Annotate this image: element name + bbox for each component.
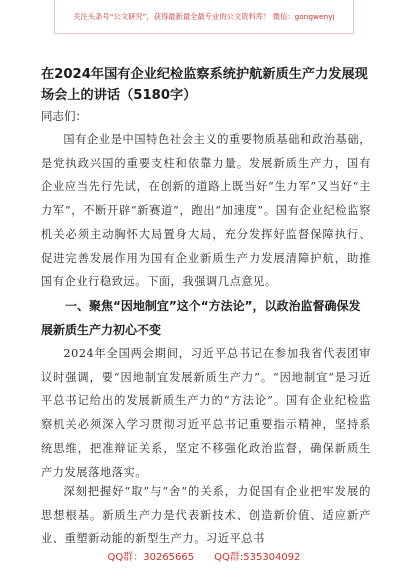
footer-contact — [0, 548, 408, 563]
footer-qq-group-1: QQ群：30265665 — [107, 552, 195, 563]
section-heading-1: 一、聚焦“因地制宜”这个“方法论”，以政治监督确保发展新质生产力初心不变 — [41, 299, 361, 337]
document-title: 在2024年国有企业纪检监察系统护航新质生产力发展现场会上的讲话（5180字） — [41, 67, 368, 103]
header-banner — [54, 0, 354, 34]
footer-qq-group-2: QQ群:535304092 — [214, 552, 301, 563]
paragraph-body-2: 深刻把握好“取”与“舍”的关系，力促国有企业把牢发展的思想根基。新质生产力是代表新技术、创造新价值、适应新产业、重塑新动能的新型生产力。习近平总书 — [41, 485, 371, 546]
header-banner-text: 关注头条号“公文研究”，获得最新最全最专业的公文资料库！ 微信：gongwenyj — [73, 11, 335, 21]
paragraph-intro: 国有企业是中国特色社会主义的重要物质基础和政治基础，是党执政兴国的重要支柱和依靠力量。发展新质生产力，国有企业应当先行先试，在创新的道路上既当好“生力军”又当好“主力军”，不断开辟“新赛道”，跑出“加速度”。国有企业纪检监察机关必须主动胸怀大局置身大局，充分发挥好监督保障执行、促进完善发展作用为国有企业新质生产力发展清障护航，助推国有企业行稳致远。下面，我强调几点意见。 — [41, 133, 371, 289]
salutation: 同志们： — [41, 109, 87, 123]
paragraph-body-1: 2024年全国两会期间，习近平总书记在参加我省代表团审议时强调，要“因地制宜发展新质生产力”。“因地制宜”是习近平总书记给出的发展新质生产力的“方法论”。国有企业纪检监察机关必须深入学习贯彻习近平总书记重要指示精神，坚持系统思维，把准辩证关系，坚定不移强化政治监督，确保新质生产力发展落地落实。 — [41, 347, 371, 479]
